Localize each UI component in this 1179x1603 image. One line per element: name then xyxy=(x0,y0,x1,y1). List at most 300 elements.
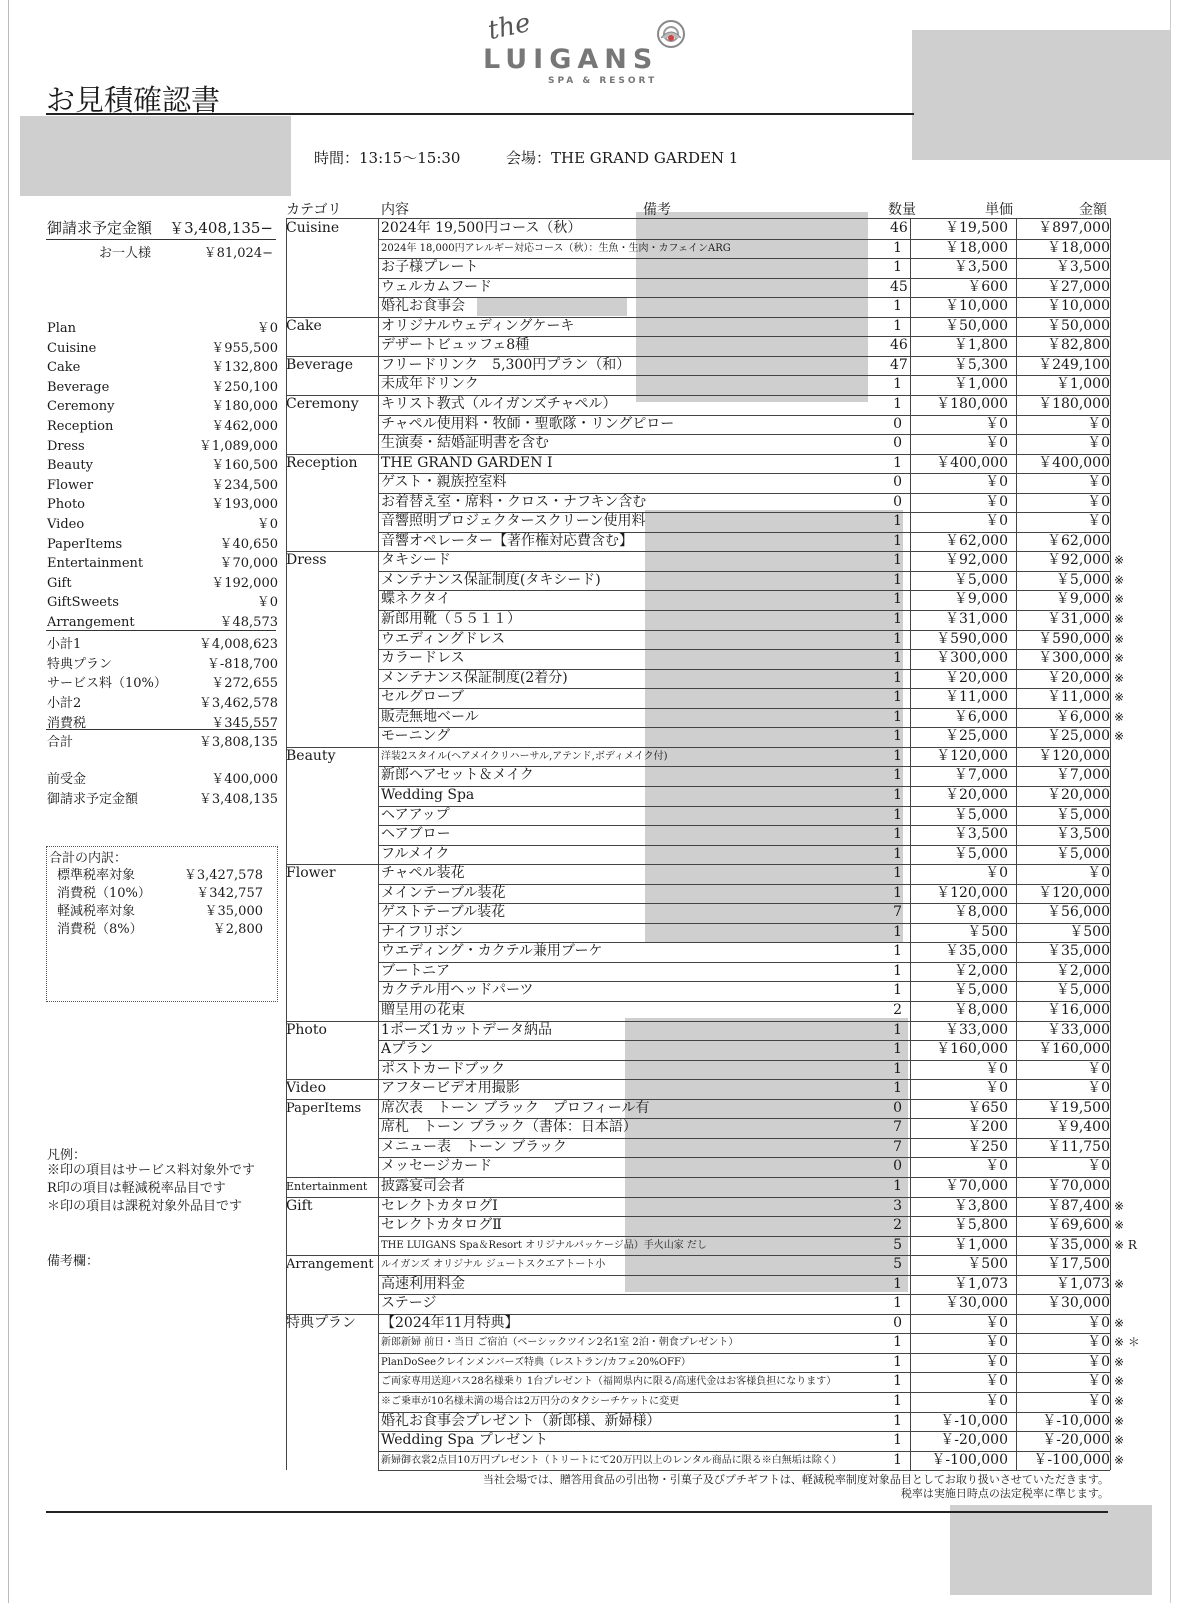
legend-line: R印の項目は軽減税率品目です xyxy=(47,1181,226,1196)
row-category: Flower xyxy=(286,865,336,882)
row-unit-price: ￥0 xyxy=(985,1314,1008,1331)
row-unit-price: ￥62,000 xyxy=(945,532,1008,549)
row-mark: ※ xyxy=(1114,729,1125,744)
row-content: 贈呈用の花束 xyxy=(381,1002,465,1018)
divider xyxy=(46,729,276,730)
total-value: ￥-818,700 xyxy=(206,657,278,672)
row-amount: ￥16,000 xyxy=(1047,1002,1110,1018)
row-content: ゲスト・親族控室料 xyxy=(381,474,507,491)
column-divider xyxy=(1110,218,1111,1470)
logo-script: the xyxy=(485,7,534,47)
row-mark: ※ xyxy=(1114,1394,1125,1408)
row-amount: ￥6,000 xyxy=(1055,708,1110,725)
row-unit-price: ￥-10,000 xyxy=(940,1412,1008,1429)
row-amount: ￥0 xyxy=(1087,865,1110,882)
row-unit-price: ￥500 xyxy=(967,1256,1008,1273)
row-quantity: 7 xyxy=(893,1119,902,1136)
row-unit-price: ￥33,000 xyxy=(945,1021,1008,1038)
row-amount: ￥30,000 xyxy=(1047,1295,1110,1312)
row-unit-price: ￥9,000 xyxy=(953,591,1008,608)
row-quantity: 1 xyxy=(893,1432,902,1449)
row-quantity: 1 xyxy=(893,943,902,960)
row-amount: ￥0 xyxy=(1087,415,1110,432)
row-quantity: 1 xyxy=(893,786,902,803)
row-content: 高速利用料金 xyxy=(381,1275,465,1292)
row-quantity: 46 xyxy=(890,220,908,236)
row-amount: ￥5,000 xyxy=(1055,845,1110,862)
row-content: ウエディング・カクテル兼用ブーケ xyxy=(381,943,603,960)
row-unit-price: ￥200 xyxy=(967,1119,1008,1136)
row-unit-price: ￥20,000 xyxy=(945,786,1008,803)
page-right-edge xyxy=(1170,0,1171,1603)
row-quantity: 1 xyxy=(893,395,902,412)
row-mark: ※ xyxy=(1114,651,1125,666)
summary-item-value: ￥40,650 xyxy=(219,536,278,552)
row-unit-price: ￥92,000 xyxy=(945,552,1008,569)
row-amount: ￥87,400 xyxy=(1047,1197,1110,1214)
row-quantity: 1 xyxy=(893,454,902,471)
row-unit-price: ￥5,000 xyxy=(953,845,1008,862)
row-content: 1ポーズ1カットデータ納品 xyxy=(381,1021,552,1038)
row-quantity: 46 xyxy=(890,337,908,354)
row-content: ウエディングドレス xyxy=(381,630,506,647)
row-unit-price: ￥1,000 xyxy=(953,376,1008,393)
row-content: メンテナンス保証制度(タキシード) xyxy=(381,571,601,588)
row-quantity: 1 xyxy=(893,552,902,569)
page-left-edge xyxy=(8,0,9,1603)
row-content: 販売無地ベール xyxy=(381,708,479,725)
row-quantity: 1 xyxy=(893,767,902,784)
row-unit-price: ￥0 xyxy=(985,1353,1008,1370)
row-quantity: 1 xyxy=(893,689,902,706)
row-quantity: 1 xyxy=(893,747,902,764)
summary-item-label: Video xyxy=(47,517,85,532)
row-mark: ※ xyxy=(1114,1198,1125,1213)
row-content: ウェルカムフード xyxy=(381,278,493,295)
breakdown-value: ￥2,800 xyxy=(212,922,263,937)
breakdown-label: 標準税率対象 xyxy=(57,868,136,883)
row-category: Arrangement xyxy=(286,1257,374,1273)
legend-line: ＊印の項目は課税対象外品目です xyxy=(47,1199,243,1214)
row-quantity: 45 xyxy=(890,278,908,295)
row-unit-price: ￥0 xyxy=(985,1373,1008,1390)
row-amount: ￥19,500 xyxy=(1047,1099,1110,1116)
row-amount: ￥35,000 xyxy=(1047,1236,1110,1253)
billing-value: ￥3,408,135− xyxy=(169,219,273,237)
summary-item-label: Reception xyxy=(47,419,114,434)
row-unit-price: ￥0 xyxy=(985,1060,1008,1077)
row-content: メンテナンス保証制度(2着分) xyxy=(381,669,568,686)
row-amount: ￥0 xyxy=(1087,493,1110,510)
row-quantity: 1 xyxy=(893,1021,902,1038)
row-quantity: 1 xyxy=(893,1373,902,1390)
row-quantity: 7 xyxy=(893,904,902,921)
row-unit-price: ￥300,000 xyxy=(936,650,1008,667)
breakdown-title: 合計の内訳： xyxy=(49,851,128,866)
total-label: 特典プラン xyxy=(47,657,113,672)
row-amount: ￥1,000 xyxy=(1055,376,1110,393)
row-quantity: 0 xyxy=(893,1314,902,1331)
row-unit-price: ￥5,800 xyxy=(953,1217,1008,1234)
row-quantity: 47 xyxy=(890,356,908,373)
row-unit-price: ￥70,000 xyxy=(945,1177,1008,1194)
row-mark: ※ xyxy=(1114,631,1125,646)
row-unit-price: ￥1,073 xyxy=(953,1275,1008,1292)
row-amount: ￥9,400 xyxy=(1055,1119,1110,1136)
row-amount: ￥18,000 xyxy=(1047,239,1110,256)
row-content: お子様プレート xyxy=(381,259,479,276)
row-unit-price: ￥120,000 xyxy=(936,884,1008,901)
row-amount: ￥3,500 xyxy=(1055,826,1110,843)
row-quantity: 1 xyxy=(893,826,902,843)
row-content: 2024年 19,500円コース（秋） xyxy=(381,220,582,236)
row-unit-price: ￥400,000 xyxy=(936,454,1008,471)
header-note: 備考 xyxy=(643,202,671,218)
legend-title: 凡例： xyxy=(47,1148,87,1163)
row-unit-price: ￥1,800 xyxy=(953,337,1008,354)
row-category: Ceremony xyxy=(286,395,359,412)
row-unit-price: ￥0 xyxy=(985,513,1008,530)
row-unit-price: ￥180,000 xyxy=(936,395,1008,412)
row-content: ステージ xyxy=(381,1295,437,1312)
row-content: セレクトカタログⅠ xyxy=(381,1197,498,1214)
summary-item-label: Beauty xyxy=(47,458,93,474)
row-content: タキシード xyxy=(381,552,451,569)
row-content: フルメイク xyxy=(381,845,450,862)
row-quantity: 2 xyxy=(893,1217,902,1234)
page-title: お見積確認書 xyxy=(46,83,221,117)
row-content: Aプラン xyxy=(381,1041,434,1058)
row-amount: ￥897,000 xyxy=(1038,220,1110,236)
row-amount: ￥2,000 xyxy=(1055,962,1110,979)
row-quantity: 1 xyxy=(893,1041,902,1058)
total-label: 合計 xyxy=(47,735,74,750)
row-quantity: 1 xyxy=(893,630,902,647)
row-mark: ※ xyxy=(1114,572,1125,587)
summary-item-label: PaperItems xyxy=(47,536,123,552)
row-content: 婚礼お食事会プレゼント（新郎様、新婦様） xyxy=(381,1412,661,1429)
row-quantity: 1 xyxy=(893,865,902,882)
header-amount: 金額 xyxy=(1079,202,1107,218)
summary-item-value: ￥0 xyxy=(256,321,278,336)
row-quantity: 0 xyxy=(893,1158,902,1175)
summary-item-value: ￥160,500 xyxy=(211,458,278,474)
row-amount: ￥11,750 xyxy=(1047,1138,1110,1155)
row-amount: ￥160,000 xyxy=(1038,1041,1110,1058)
tax-breakdown-box xyxy=(46,846,278,1002)
row-content: キリスト教式（ルイガンズチャペル） xyxy=(381,395,617,412)
row-amount: ￥300,000 xyxy=(1038,650,1110,667)
row-amount: ￥120,000 xyxy=(1038,884,1110,901)
summary-item-label: Cuisine xyxy=(47,340,97,356)
row-quantity: 5 xyxy=(893,1256,902,1273)
row-amount: ￥180,000 xyxy=(1038,395,1110,412)
row-unit-price: ￥0 xyxy=(985,865,1008,882)
row-amount: ￥20,000 xyxy=(1047,786,1110,803)
summary-item-label: Entertainment xyxy=(47,556,144,572)
row-unit-price: ￥0 xyxy=(985,415,1008,432)
row-content: ヘアアップ xyxy=(381,806,450,823)
breakdown-value: ￥342,757 xyxy=(196,886,263,901)
summary-item-value: ￥48,573 xyxy=(219,615,278,630)
header-category: カテゴリ xyxy=(286,202,342,218)
redacted-block xyxy=(950,1505,1152,1595)
row-mark: ※ xyxy=(1114,670,1125,685)
row-unit-price: ￥160,000 xyxy=(936,1041,1008,1058)
row-content: モーニング xyxy=(381,728,451,745)
billing2-value: ￥3,408,135 xyxy=(198,792,278,807)
row-content: メッセージカード xyxy=(381,1158,493,1175)
row-amount: ￥0 xyxy=(1087,1314,1110,1331)
row-unit-price: ￥8,000 xyxy=(953,904,1008,921)
summary-item-value: ￥0 xyxy=(256,595,278,611)
row-content: 音響オペレーター【著作権対応費含む】 xyxy=(381,532,633,549)
row-unit-price: ￥5,000 xyxy=(953,806,1008,823)
row-amount: ￥0 xyxy=(1087,474,1110,491)
row-quantity: 1 xyxy=(893,571,902,588)
summary-item-value: ￥193,000 xyxy=(211,497,278,513)
row-mark: ※ xyxy=(1114,592,1125,607)
row-quantity: 1 xyxy=(893,376,902,393)
summary-item-label: Flower xyxy=(47,477,94,493)
summary-item-value: ￥1,089,000 xyxy=(198,438,278,454)
row-unit-price: ￥0 xyxy=(985,493,1008,510)
row-unit-price: ￥590,000 xyxy=(936,630,1008,647)
row-content: THE LUIGANS Spa＆Resort オリジナルパッケージ品）手火山家 だし xyxy=(381,1239,707,1251)
summary-item-label: Arrangement xyxy=(47,615,135,630)
row-amount: ￥-10,000 xyxy=(1042,1412,1110,1429)
deposit-label: 前受金 xyxy=(47,772,87,787)
divider xyxy=(46,239,276,240)
row-mark: ※ xyxy=(1114,553,1125,568)
row-quantity: 1 xyxy=(893,513,902,530)
logo-sub: SPA & RESORT xyxy=(548,76,658,86)
row-unit-price: ￥5,000 xyxy=(953,571,1008,588)
row-content: ブートニア xyxy=(381,962,451,979)
row-amount: ￥0 xyxy=(1087,1373,1110,1390)
row-amount: ￥1,073 xyxy=(1055,1275,1110,1292)
row-amount: ￥3,500 xyxy=(1055,259,1110,276)
row-unit-price: ￥0 xyxy=(985,1393,1008,1409)
per-person-value: ￥81,024− xyxy=(203,246,273,261)
row-quantity: 1 xyxy=(893,650,902,667)
summary-item-label: Beverage xyxy=(47,379,110,395)
row-content: 蝶ネクタイ xyxy=(381,591,451,608)
row-quantity: 0 xyxy=(893,474,902,491)
row-amount: ￥0 xyxy=(1087,1158,1110,1175)
row-quantity: 1 xyxy=(893,1393,902,1409)
row-quantity: 1 xyxy=(893,1177,902,1194)
row-category: 特典プラン xyxy=(286,1314,356,1331)
time-info: 時間：13:15〜15:30 xyxy=(314,149,461,167)
row-unit-price: ￥8,000 xyxy=(953,1002,1008,1018)
total-value: ￥3,808,135 xyxy=(198,735,278,750)
row-quantity: 1 xyxy=(893,845,902,862)
row-amount: ￥120,000 xyxy=(1038,747,1110,764)
row-content: メニュー表 トーン ブラック xyxy=(381,1138,567,1155)
per-person-label: お一人様 xyxy=(99,246,152,261)
row-content: Wedding Spa xyxy=(381,786,475,803)
row-unit-price: ￥5,000 xyxy=(953,982,1008,999)
bottom-rule xyxy=(46,1511,1108,1513)
row-content: ヘアブロー xyxy=(381,826,451,843)
summary-item-label: Ceremony xyxy=(47,399,115,415)
row-quantity: 1 xyxy=(893,923,902,940)
row-unit-price: ￥35,000 xyxy=(945,943,1008,960)
summary-item-value: ￥180,000 xyxy=(211,399,278,415)
row-unit-price: ￥1,000 xyxy=(953,1236,1008,1253)
billing2-label: 御請求予定金額 xyxy=(47,792,139,807)
row-amount: ￥82,800 xyxy=(1047,337,1110,354)
row-unit-price: ￥7,000 xyxy=(953,767,1008,784)
row-unit-price: ￥500 xyxy=(967,923,1008,940)
total-label: 小計1 xyxy=(47,637,82,652)
row-quantity: 1 xyxy=(893,1295,902,1312)
row-mark: ※ xyxy=(1114,1433,1125,1448)
row-amount: ￥0 xyxy=(1087,1080,1110,1097)
row-amount: ￥7,000 xyxy=(1055,767,1110,784)
summary-item-value: ￥462,000 xyxy=(211,419,278,434)
total-value: ￥272,655 xyxy=(211,676,278,691)
venue-info: 会場：THE GRAND GARDEN 1 xyxy=(506,149,739,167)
row-quantity: 1 xyxy=(893,259,902,276)
row-amount: ￥400,000 xyxy=(1038,454,1110,471)
breakdown-label: 軽減税率対象 xyxy=(57,904,136,919)
total-label: サービス料（10%） xyxy=(47,676,167,691)
row-content: フリードリンク 5,300円プラン（和） xyxy=(381,356,631,373)
redacted-block xyxy=(912,30,1170,160)
row-mark: ※ xyxy=(1114,690,1125,705)
row-unit-price: ￥2,000 xyxy=(953,962,1008,979)
header-qty: 数量 xyxy=(888,202,916,218)
row-content: チャペル装花 xyxy=(381,865,465,882)
breakdown-label: 消費税（10%） xyxy=(57,886,151,901)
summary-item-label: Gift xyxy=(47,575,72,591)
row-mark: ※ xyxy=(1114,612,1125,626)
row-content: ナイフリボン xyxy=(381,923,464,940)
row-content: メインテーブル装花 xyxy=(381,884,506,901)
row-amount: ￥70,000 xyxy=(1047,1177,1110,1194)
row-content: セレクトカタログⅡ xyxy=(381,1217,502,1234)
row-unit-price: ￥20,000 xyxy=(945,669,1008,686)
row-amount: ￥10,000 xyxy=(1047,298,1110,315)
divider xyxy=(46,630,276,631)
row-unit-price: ￥6,000 xyxy=(953,708,1008,725)
row-quantity: 0 xyxy=(893,415,902,432)
row-content: 音響照明プロジェクタースクリーン使用料 xyxy=(381,513,646,530)
row-unit-price: ￥0 xyxy=(985,435,1008,452)
row-mark: ※ R xyxy=(1114,1237,1137,1252)
row-category: Photo xyxy=(286,1021,327,1038)
total-value: ￥4,008,623 xyxy=(198,637,278,652)
total-label: 消費税 xyxy=(47,716,87,731)
row-amount: ￥-100,000 xyxy=(1033,1451,1110,1468)
row-unit-price: ￥10,000 xyxy=(945,298,1008,315)
row-amount: ￥9,000 xyxy=(1055,591,1110,608)
row-unit-price: ￥0 xyxy=(985,474,1008,491)
row-content: 新郎用靴（５５１１） xyxy=(381,611,521,627)
row-category: PaperItems xyxy=(286,1100,362,1116)
row-content: チャペル使用料・牧師・聖歌隊・リングピロー xyxy=(381,415,675,432)
summary-item-label: Plan xyxy=(47,321,77,336)
row-content: 【2024年11月特典】 xyxy=(381,1314,519,1331)
column-divider xyxy=(286,218,287,1470)
row-content: ルイガンズ オリジナル ジュートスクエアトート小 xyxy=(381,1259,606,1271)
summary-item-value: ￥192,000 xyxy=(211,575,278,591)
row-category: Gift xyxy=(286,1197,313,1214)
row-quantity: 1 xyxy=(893,591,902,608)
row-unit-price: ￥650 xyxy=(967,1099,1008,1116)
row-unit-price: ￥250 xyxy=(967,1138,1008,1155)
row-amount: ￥0 xyxy=(1087,1393,1110,1409)
row-mark: ※ xyxy=(1114,1315,1125,1330)
summary-item-value: ￥234,500 xyxy=(211,477,278,493)
total-value: ￥345,557 xyxy=(211,716,278,731)
total-value: ￥3,462,578 xyxy=(198,696,278,711)
row-quantity: 5 xyxy=(893,1236,902,1253)
row-quantity: 2 xyxy=(893,1002,902,1018)
deposit-value: ￥400,000 xyxy=(211,772,278,787)
row-content: カクテル用ヘッドパーツ xyxy=(381,982,534,999)
legend-line: ※印の項目はサービス料対象外です xyxy=(47,1163,256,1178)
row-quantity: 1 xyxy=(893,1412,902,1429)
row-amount: ￥25,000 xyxy=(1047,728,1110,745)
row-category: Cake xyxy=(286,317,322,334)
row-unit-price: ￥25,000 xyxy=(945,728,1008,745)
row-content: 新郎ヘアセット＆メイク xyxy=(381,767,534,784)
summary-item-label: Photo xyxy=(47,497,85,513)
row-amount: ￥5,000 xyxy=(1055,571,1110,588)
column-divider xyxy=(1016,218,1017,1470)
row-quantity: 1 xyxy=(893,1060,902,1077)
breakdown-value: ￥35,000 xyxy=(204,904,263,919)
row-amount: ￥249,100 xyxy=(1038,356,1110,373)
row-content: 洋装2スタイル(ヘアメイクリハーサル,アテンド,ボディメイク付) xyxy=(381,750,668,762)
row-content: PlanDoSeeクレインメンバーズ特典（レストラン/カフェ20%OFF） xyxy=(381,1356,691,1368)
row-category: Beverage xyxy=(286,356,354,373)
row-content: カラードレス xyxy=(381,650,465,667)
summary-item-value: ￥70,000 xyxy=(219,556,278,572)
row-unit-price: ￥0 xyxy=(985,1158,1008,1175)
row-amount: ￥590,000 xyxy=(1038,630,1110,647)
row-quantity: 1 xyxy=(893,669,902,686)
row-content: 未成年ドリンク xyxy=(381,376,479,393)
row-unit-price: ￥19,500 xyxy=(945,220,1008,236)
row-content: オリジナルウェディングケーキ xyxy=(381,317,575,334)
row-quantity: 0 xyxy=(893,1099,902,1116)
row-amount: ￥11,000 xyxy=(1047,689,1110,706)
row-amount: ￥69,600 xyxy=(1047,1217,1110,1234)
row-content: THE GRAND GARDEN Ⅰ xyxy=(381,454,553,471)
row-content: デザートビュッフェ8種 xyxy=(381,337,530,354)
row-amount: ￥92,000 xyxy=(1047,552,1110,569)
footer-note: 税率は実施日時点の法定税率に準じます。 xyxy=(900,1487,1109,1500)
row-quantity: 1 xyxy=(893,884,902,901)
row-unit-price: ￥50,000 xyxy=(945,317,1008,334)
row-quantity: 1 xyxy=(893,317,902,334)
row-quantity: 1 xyxy=(893,298,902,315)
row-quantity: 3 xyxy=(893,1197,902,1214)
row-content: ゲストテーブル装花 xyxy=(381,904,506,921)
row-quantity: 1 xyxy=(893,1275,902,1292)
row-amount: ￥56,000 xyxy=(1047,904,1110,921)
row-unit-price: ￥3,800 xyxy=(953,1197,1008,1214)
row-unit-price: ￥3,500 xyxy=(953,826,1008,843)
row-amount: ￥35,000 xyxy=(1047,943,1110,960)
row-quantity: 0 xyxy=(893,493,902,510)
row-amount: ￥17,500 xyxy=(1047,1256,1110,1273)
row-amount: ￥31,000 xyxy=(1047,611,1110,627)
